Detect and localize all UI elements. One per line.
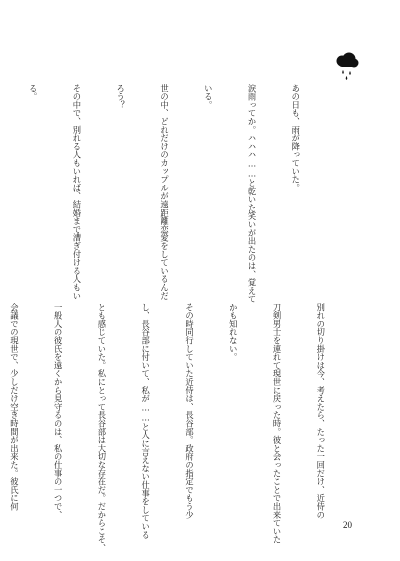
rain-cloud-icon [334,52,360,82]
text-line: その時同行していた近侍は、長谷部。政府の指定でもう少 [184,303,195,519]
text-line: 会議での現世で、少しだけ空き時間が出来た。彼氏に何 [9,303,20,511]
text-line: る。 [28,84,39,101]
text-line: 涙雨ってか。ハハハ……と乾いた笑いが出たのは、覚えて [247,84,258,304]
text-line: 別れの切り掛けは今、考えたら、たった一回だけ、近侍の [315,303,326,519]
text-line: その中で、別れる人もいれば、結婚まで漕ぎ付ける人もい [71,84,82,300]
text-line: ろう？ [115,84,126,109]
text-line: 刀剣男士を連れて現世に戻った時。彼と会ったことで出来ていた [272,303,283,544]
text-line: 世の中、どれだけのカップルが遠距離恋愛をしているんだ [159,84,170,300]
text-line: し、長谷部に付いて、私が……と人に言えない仕事をしている [140,303,151,539]
page-number: 20 [343,520,352,530]
upper-text-block [28,84,332,304]
text-line: いる。 [203,84,214,109]
text-line: かも知れない。 [228,303,239,362]
text-line: 一般人の彼氏を遠くから見守るのは、私の仕事の一つで、 [53,303,64,519]
text-line: あの日も、雨が降っていた。 [290,84,301,192]
text-line: とも感じていた。私にとって長谷部は大切な存在だ。だからこそ、 [96,303,107,552]
